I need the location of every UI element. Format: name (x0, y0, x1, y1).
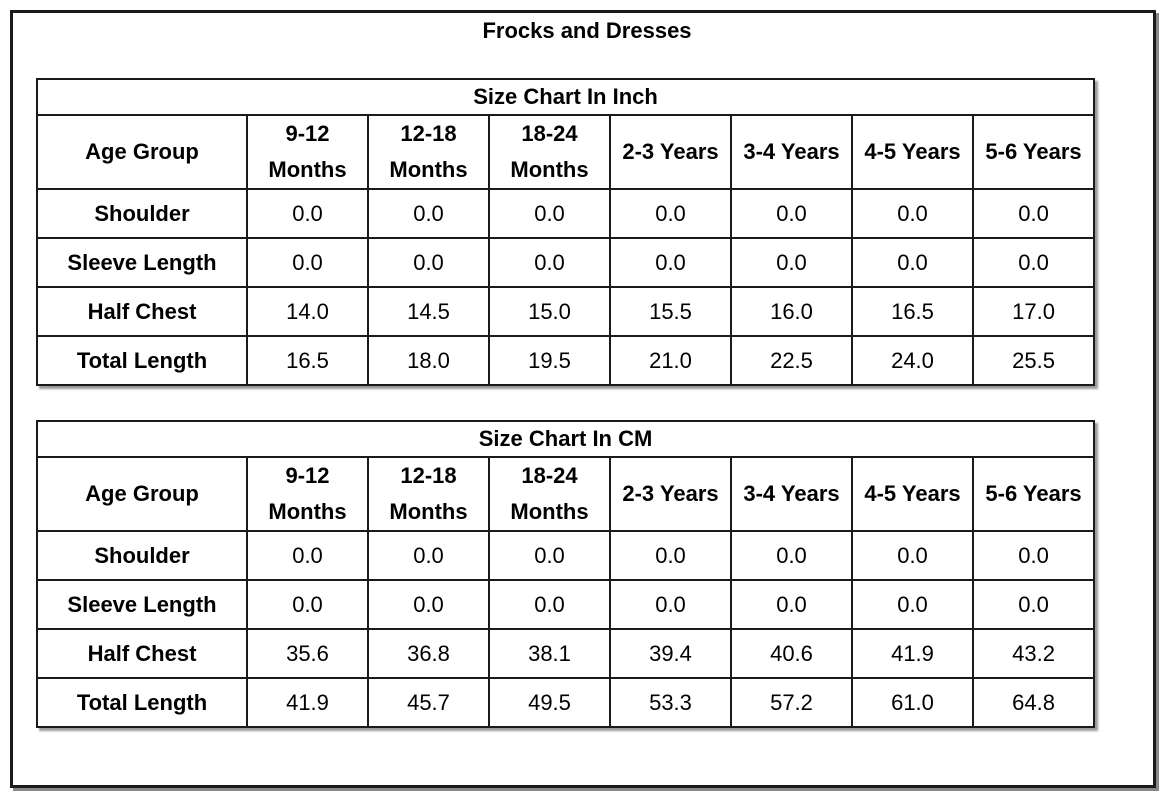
table-caption-row (37, 79, 1094, 115)
table-cell: 0.0 (852, 189, 973, 238)
row-label: Half Chest (37, 629, 247, 678)
table-cell: 16.5 (247, 336, 368, 385)
table-cell: 0.0 (368, 531, 489, 580)
page-title: Frocks and Dresses (482, 18, 692, 43)
table-cell: 0.0 (852, 580, 973, 629)
table-cell: 14.5 (368, 287, 489, 336)
table-cell: 0.0 (610, 580, 731, 629)
table-row (37, 287, 1094, 336)
table-cell: 0.0 (973, 189, 1094, 238)
column-header: 18-24 Months (489, 115, 610, 189)
table-cell: 0.0 (973, 531, 1094, 580)
table-cell: 0.0 (731, 580, 852, 629)
table-cell: 0.0 (731, 238, 852, 287)
column-header: 12-18 Months (368, 457, 489, 531)
table-cell: 0.0 (973, 580, 1094, 629)
table-cell: 0.0 (973, 238, 1094, 287)
table-cell: 49.5 (489, 678, 610, 727)
column-header: 3-4 Years (731, 115, 852, 189)
table-header-row (37, 457, 1094, 531)
column-header: 3-4 Years (731, 457, 852, 531)
table-cell: 0.0 (368, 189, 489, 238)
table-cell: 16.5 (852, 287, 973, 336)
table-cell: 25.5 (973, 336, 1094, 385)
row-label: Total Length (37, 678, 247, 727)
table-cell: 14.0 (247, 287, 368, 336)
row-label: Total Length (37, 336, 247, 385)
table-cell: 0.0 (247, 580, 368, 629)
column-header: 9-12 Months (247, 457, 368, 531)
table-cell: 15.5 (610, 287, 731, 336)
column-header: 12-18 Months (368, 115, 489, 189)
table-cell: 38.1 (489, 629, 610, 678)
column-header: 18-24 Months (489, 457, 610, 531)
row-label: Sleeve Length (37, 580, 247, 629)
table-cell: 64.8 (973, 678, 1094, 727)
table-cell: 0.0 (489, 580, 610, 629)
table-row (37, 629, 1094, 678)
column-header: 2-3 Years (610, 115, 731, 189)
table-cell: 0.0 (731, 189, 852, 238)
header-age-group: Age Group (37, 457, 247, 531)
table-cell: 0.0 (368, 238, 489, 287)
table-cell: 18.0 (368, 336, 489, 385)
table-cell: 0.0 (247, 238, 368, 287)
row-label: Shoulder (37, 531, 247, 580)
table-cell: 22.5 (731, 336, 852, 385)
table-row (37, 678, 1094, 727)
table-cell: 0.0 (489, 531, 610, 580)
table-caption: Size Chart In CM (37, 421, 1094, 457)
table-cell: 24.0 (852, 336, 973, 385)
table-cell: 41.9 (852, 629, 973, 678)
table-cell: 35.6 (247, 629, 368, 678)
header-age-group: Age Group (37, 115, 247, 189)
table-cell: 39.4 (610, 629, 731, 678)
column-header: 4-5 Years (852, 115, 973, 189)
table-cell: 19.5 (489, 336, 610, 385)
row-label: Half Chest (37, 287, 247, 336)
table-cell: 0.0 (489, 238, 610, 287)
table-cell: 21.0 (610, 336, 731, 385)
table-row (37, 580, 1094, 629)
table-cell: 0.0 (489, 189, 610, 238)
table-row (37, 189, 1094, 238)
column-header: 5-6 Years (973, 115, 1094, 189)
row-label: Shoulder (37, 189, 247, 238)
table-cell: 17.0 (973, 287, 1094, 336)
table-row (37, 238, 1094, 287)
size-chart-inch-table (36, 78, 1095, 386)
table-cell: 0.0 (368, 580, 489, 629)
table-cell: 57.2 (731, 678, 852, 727)
column-header: 5-6 Years (973, 457, 1094, 531)
table-cell: 53.3 (610, 678, 731, 727)
table-cell: 16.0 (731, 287, 852, 336)
table-cell: 61.0 (852, 678, 973, 727)
size-chart-cm-table (36, 420, 1095, 728)
column-header: 9-12 Months (247, 115, 368, 189)
table-caption: Size Chart In Inch (37, 79, 1094, 115)
row-label: Sleeve Length (37, 238, 247, 287)
table-cell: 36.8 (368, 629, 489, 678)
table-header-row (37, 115, 1094, 189)
table-cell: 41.9 (247, 678, 368, 727)
table-row (37, 531, 1094, 580)
table-cell: 40.6 (731, 629, 852, 678)
table-cell: 0.0 (247, 189, 368, 238)
table-cell: 45.7 (368, 678, 489, 727)
table-cell: 0.0 (610, 531, 731, 580)
table-caption-row (37, 421, 1094, 457)
table-cell: 0.0 (852, 238, 973, 287)
table-cell: 0.0 (610, 238, 731, 287)
table-cell: 0.0 (731, 531, 852, 580)
table-cell: 0.0 (247, 531, 368, 580)
column-header: 4-5 Years (852, 457, 973, 531)
table-cell: 15.0 (489, 287, 610, 336)
table-cell: 0.0 (610, 189, 731, 238)
table-cell: 0.0 (852, 531, 973, 580)
column-header: 2-3 Years (610, 457, 731, 531)
table-cell: 43.2 (973, 629, 1094, 678)
table-row (37, 336, 1094, 385)
